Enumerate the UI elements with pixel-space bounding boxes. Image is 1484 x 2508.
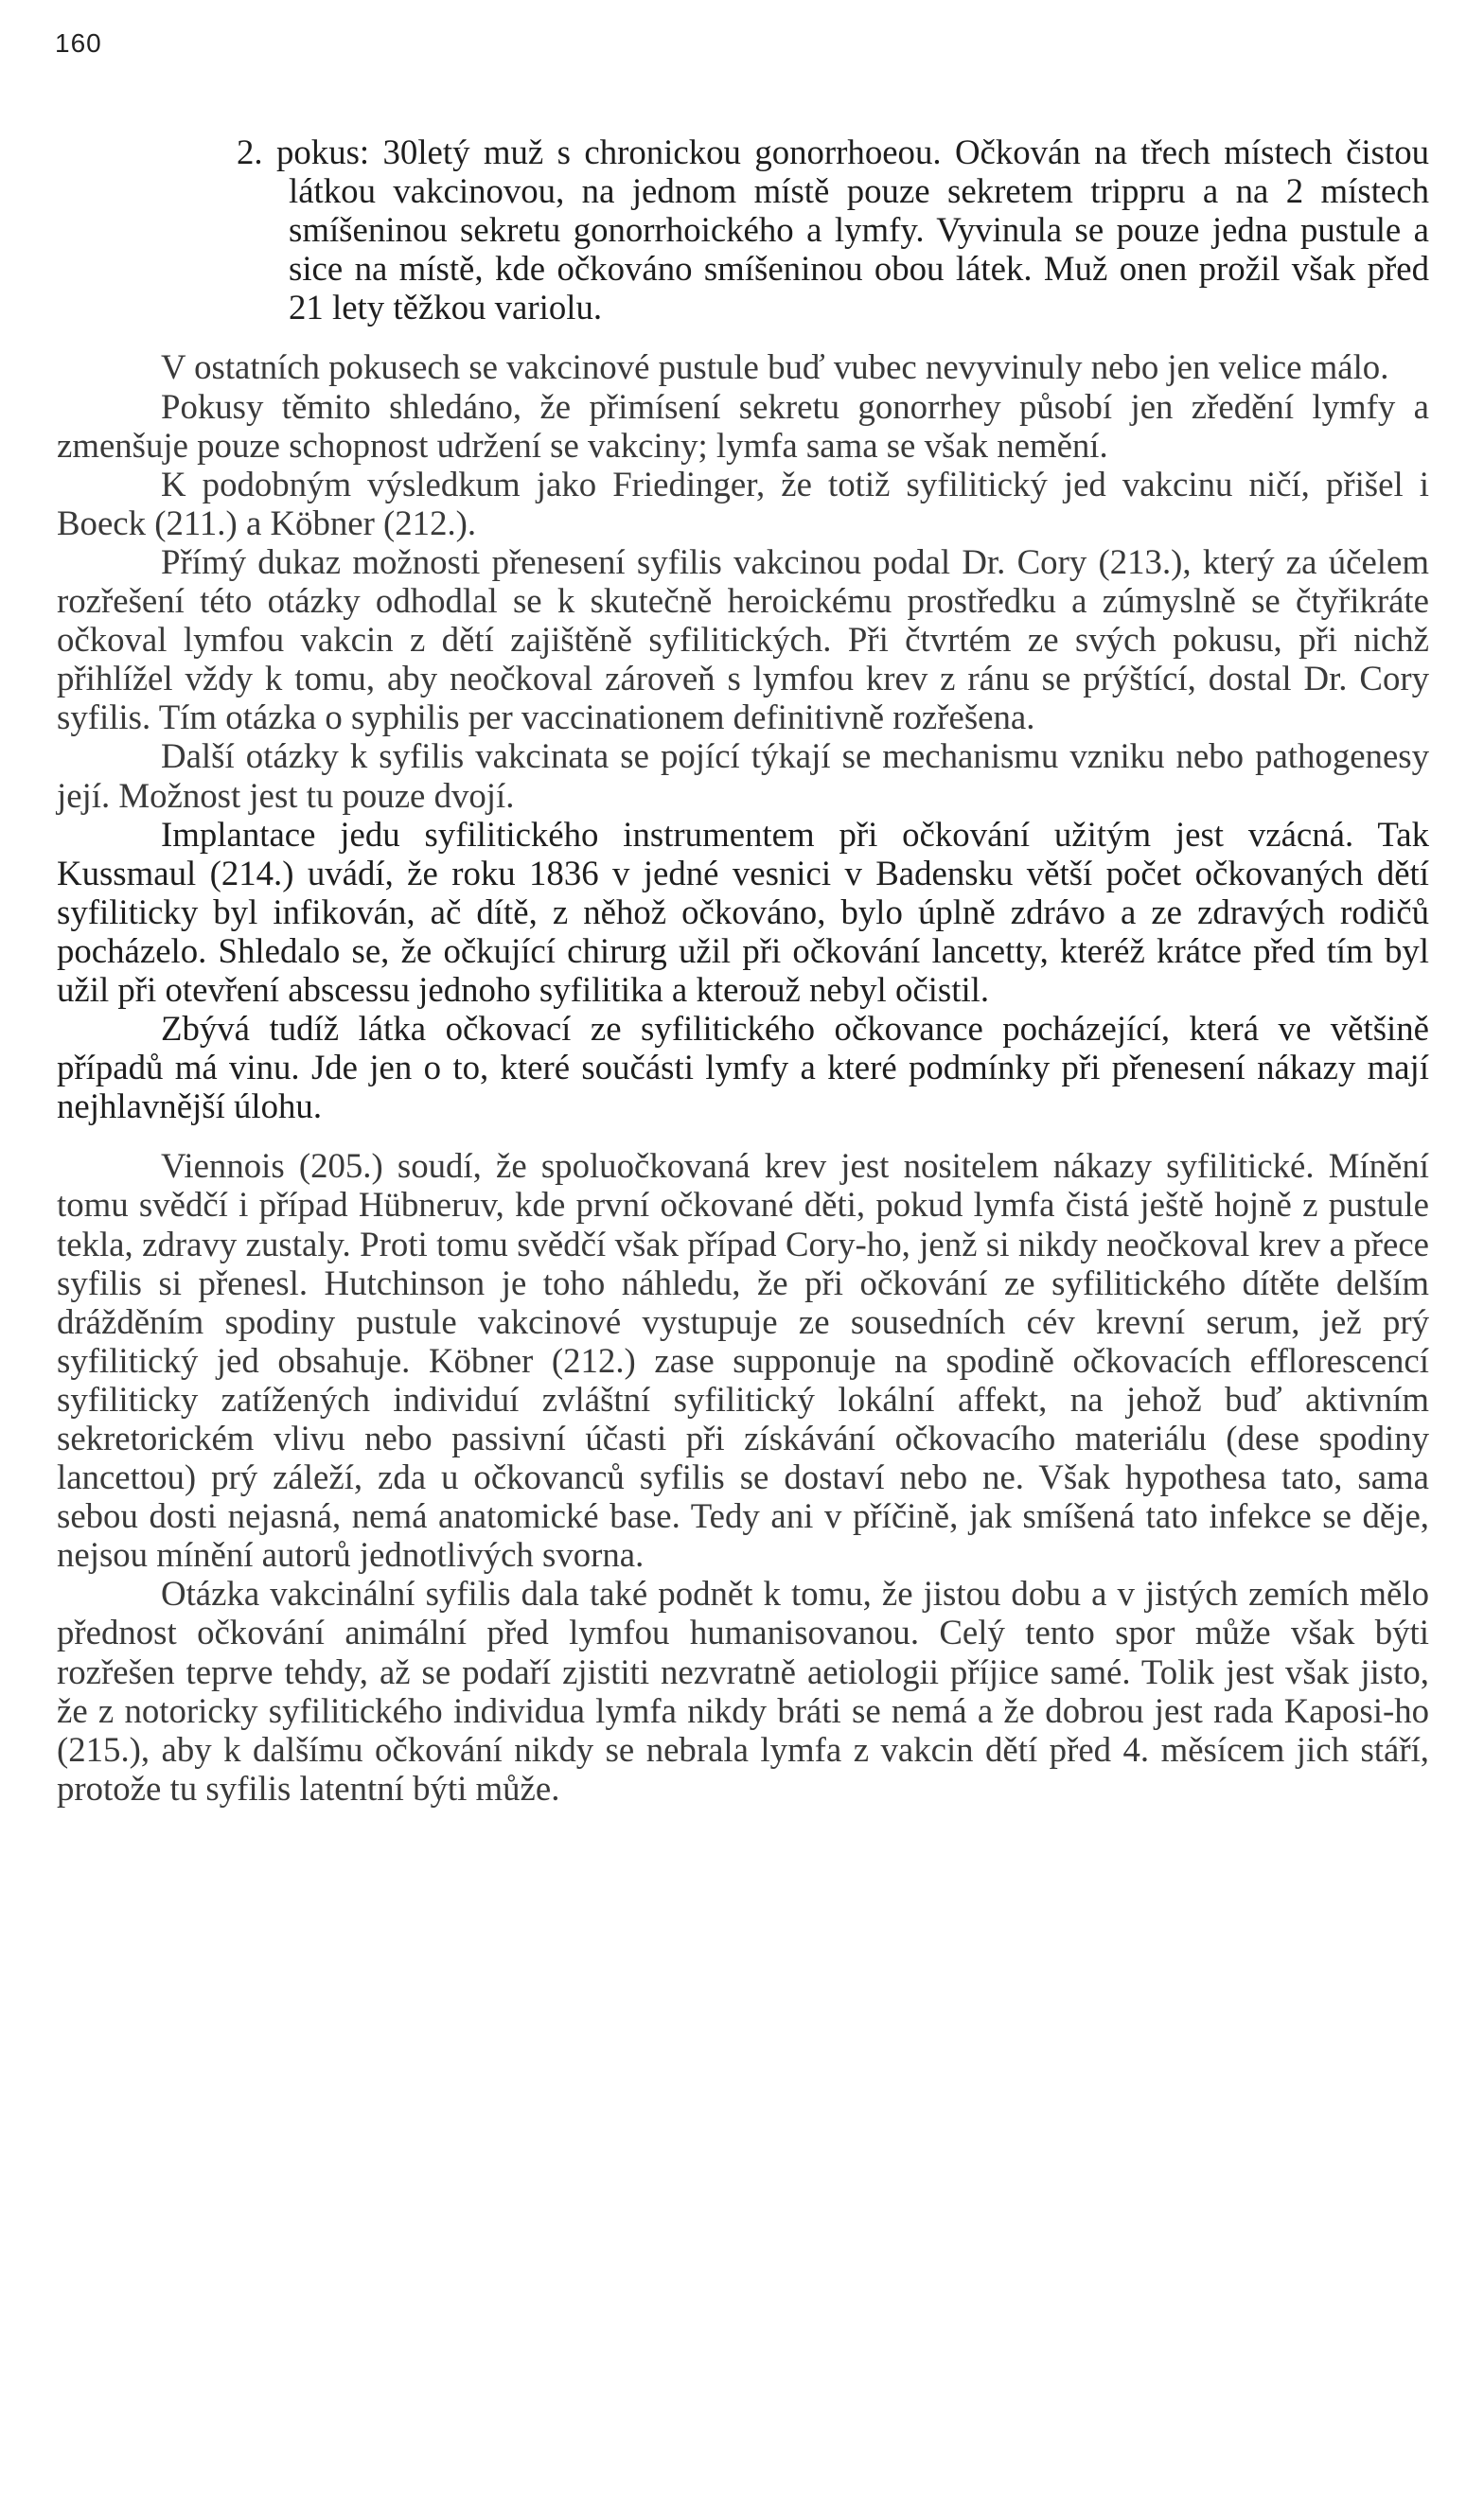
- paragraph-similar-results: K podobným výsledkum jako Friedinger, že totiž syfilitický jed vakcinu ničí, přišel i Boeck (211.) a Köbner (212.).: [57, 464, 1429, 542]
- page-number: 160: [55, 28, 102, 58]
- paragraph-cory-proof: Přímý dukaz možnosti přenesení syfilis vakcinou podal Dr. Cory (213.), který za účelem rozřešení této otázky odhodlal se k skutečně heroickému prostředku a zúmyslně se čtyřikráte očkoval lymfou vakcin z dětí zajištěně syfilitických. Při čtvrtém ze svých pokusu, při nichž přihlížel vždy k tomu, aby neočkoval zároveň s lymfou krev z ránu se prýštící, dostal Dr. Cory syfilis. Tím otázka o syphilis per vaccinationem definitivně rozřešena.: [57, 541, 1429, 737]
- paragraph-experiment-2: 2. pokus: 30letý muž s chronickou gonorrhoeou. Očkován na třech místech čistou látkou vakcinovou, na jednom místě pouze sekretem trippru a na 2 místech smíšeninou sekretu gonorrhoického a lymfy. Vyvinula se pouze jedna pustule a sice na místě, kde očkováno smíšeninou obou látek. Muž onen prožil však před 21 lety těžkou variolu.: [237, 132, 1429, 327]
- paragraph-blood-theories: Viennois (205.) soudí, že spoluočkovaná krev jest nositelem nákazy syfilitické. Mínění tomu svědčí i případ Hübneruv, kde první očkované děti, pokud lymfa čistá ještě hojně z pustule tekla, zdravy zustaly. Proti tomu svědčí však případ Cory-ho, jenž si nikdy neočkoval krev a přece syfilis si přenesl. Hutchinson je toho náhledu, že při očkování ze syfilitického dítěte delším drážděním spodiny pustule vakcinové vystupuje ze sousedních cév krevní serum, jež prý syfilitický jed obsahuje. Köbner (212.) zase supponuje na spodině očkovacích efflorescencí syfiliticky zatížených individuí zvláštní syfilitický lokální affekt, na jehož buď aktivním sekretorickém vlivu nebo passivní účasti při získávání očkovacího materiálu (dese spodiny lancettou) prý záleží, zda u očkovanců syfilis se dostaví nebo ne. Však hypothesa tato, sama sebou dosti nejasná, nemá anatomické base. Tedy ani v příčině, jak smíšená tato infekce se děje, nejsou mínění autorů jednotlivých svorna.: [57, 1146, 1429, 1575]
- paragraph-animal-vaccination: Otázka vakcinální syfilis dala také podnět k tomu, že jistou dobu a v jistých zemích mělo přednost očkování animální před lymfou humanisovanou. Celý tento spor může však býti rozřešen teprve tehdy, až se podaří zjistiti nezvratně aetiologii příjice samé. Tolik jest však jisto, že z notoricky syfilitického individua lymfa nikdy bráti se nemá a že dobrou jest rada Kaposi-ho (215.), aby k dalšímu očkování nikdy se nebrala lymfa z vakcin dětí před 4. měsícem jich stáří, protože tu syfilis latentní býti může.: [57, 1574, 1429, 1808]
- paragraph-pathogenesis: Další otázky k syfilis vakcinata se pojící týkají se mechanismu vzniku nebo pathogenesy její. Možnost jest tu pouze dvojí.: [57, 736, 1429, 815]
- paragraph-implantation: Implantace jedu syfilitického instrumentem při očkování užitým jest vzácná. Tak Kussmaul (214.) uvádí, že roku 1836 v jedné vesnici v Badensku větší počet očkovaných dětí syfiliticky byl infikován, ač dítě, z něhož očkováno, bylo úplně zdrávo a ze zdravých rodičů pocházelo. Shledalo se, že očkující chirurg užil při očkování lancetty, kteréž krátce před tím byl užil při otevření abscessu jednoho syfilitika a kterouž nebyl očistil.: [57, 814, 1429, 1009]
- paragraph-vaccine-material: Zbývá tudíž látka očkovací ze syfilitického očkovance pocházející, která ve většině případů má vinu. Jde jen o to, které součásti lymfy a které podmínky při přenesení nákazy mají nejhlavnější úlohu.: [57, 1009, 1429, 1126]
- paragraph-gonorrhea-findings: Pokusy těmito shledáno, že přimísení sekretu gonorrhey působí jen zředění lymfy a zmenšuje pouze schopnost udržení se vakciny; lymfa sama se však nemění.: [57, 386, 1429, 465]
- paragraph-other-experiments: V ostatních pokusech se vakcinové pustule buď vubec nevyvinuly nebo jen velice málo.: [161, 347, 1389, 387]
- body-text: [57, 132, 1429, 1808]
